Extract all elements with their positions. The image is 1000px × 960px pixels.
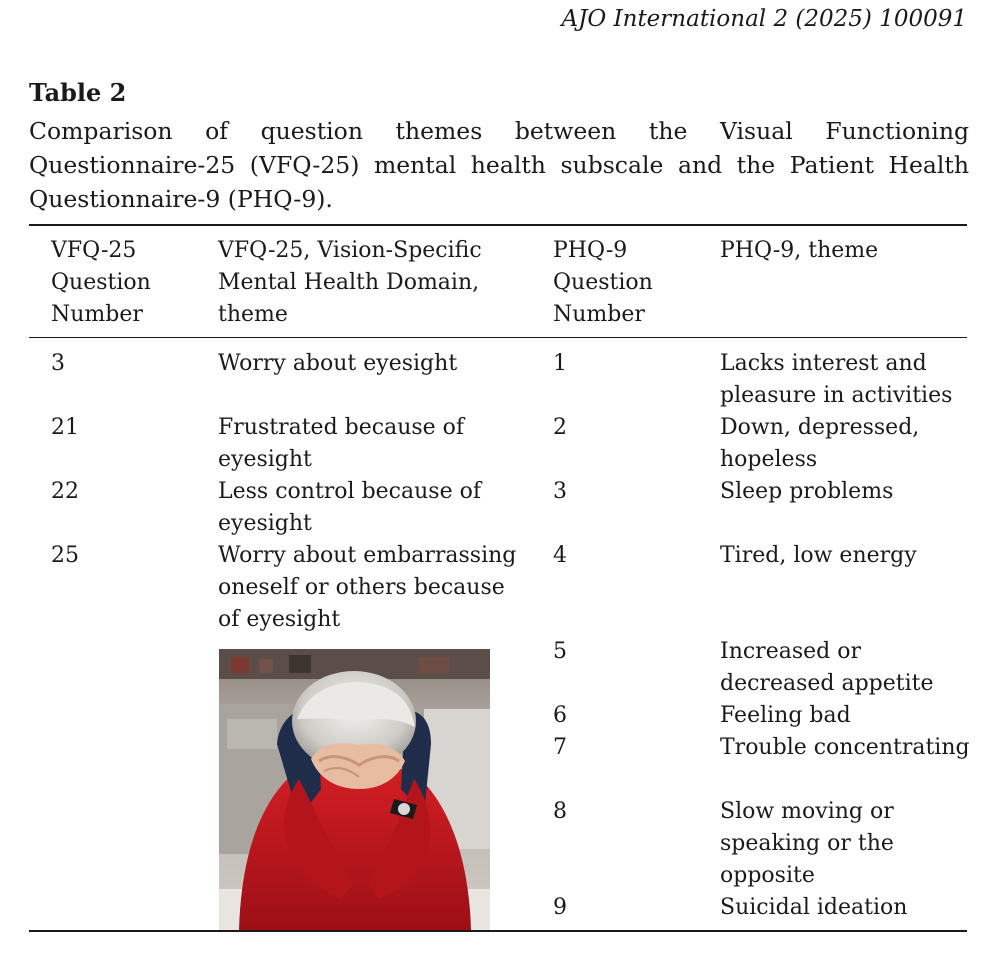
- header-rule: [29, 337, 967, 338]
- phq-theme: Suicidal ideation: [720, 895, 908, 920]
- phq-theme: Sleep problems: [720, 479, 894, 504]
- vfq-theme: Worry about eyesight: [218, 351, 458, 376]
- phq-theme: Tired, low energy: [720, 543, 917, 568]
- journal-reference: AJO International 2 (2025) 100091: [561, 6, 967, 32]
- phq-question-number: 2: [553, 415, 567, 440]
- phq-question-number: 8: [553, 799, 567, 824]
- table-bottom-rule: [29, 930, 967, 932]
- phq-question-number: 5: [553, 639, 567, 664]
- phq-theme: Feeling bad: [720, 703, 851, 728]
- header-vfq-theme: VFQ-25, Vision-Specific Mental Health Domain, theme: [218, 238, 482, 327]
- table-top-rule: [29, 224, 967, 226]
- header-vfq-number: VFQ-25 Question Number: [51, 238, 151, 327]
- distressed-woman-photo: [219, 649, 490, 930]
- phq-theme: Trouble concentrating: [720, 735, 970, 760]
- phq-question-number: 3: [553, 479, 567, 504]
- phq-theme: Down, depressed, hopeless: [720, 415, 920, 472]
- phq-theme: Slow moving or speaking or the opposite: [720, 799, 894, 888]
- vfq-theme: Less control because of eyesight: [218, 479, 481, 536]
- phq-question-number: 6: [553, 703, 567, 728]
- phq-question-number: 4: [553, 543, 567, 568]
- vfq-question-number: 21: [51, 415, 79, 440]
- phq-question-number: 9: [553, 895, 567, 920]
- vfq-theme: Frustrated because of eyesight: [218, 415, 465, 472]
- header-phq-theme: PHQ-9, theme: [720, 238, 879, 263]
- header-phq-number: PHQ-9 Question Number: [553, 238, 653, 327]
- phq-theme: Lacks interest and pleasure in activities: [720, 351, 953, 408]
- phq-theme: Increased or decreased appetite: [720, 639, 934, 696]
- vfq-theme: Worry about embarrassing oneself or others because of eyesight: [218, 543, 517, 632]
- table-caption: Comparison of question themes between the Visual Functioning Questionnaire-25 (VFQ-25) mental health subscale and the Patient Health Questionnaire-9 (PHQ-9).: [29, 117, 969, 213]
- table-label: Table 2: [29, 78, 127, 107]
- phq-question-number: 7: [553, 735, 567, 760]
- vfq-question-number: 22: [51, 479, 79, 504]
- phq-question-number: 1: [553, 351, 567, 376]
- vfq-question-number: 3: [51, 351, 65, 376]
- vfq-question-number: 25: [51, 543, 79, 568]
